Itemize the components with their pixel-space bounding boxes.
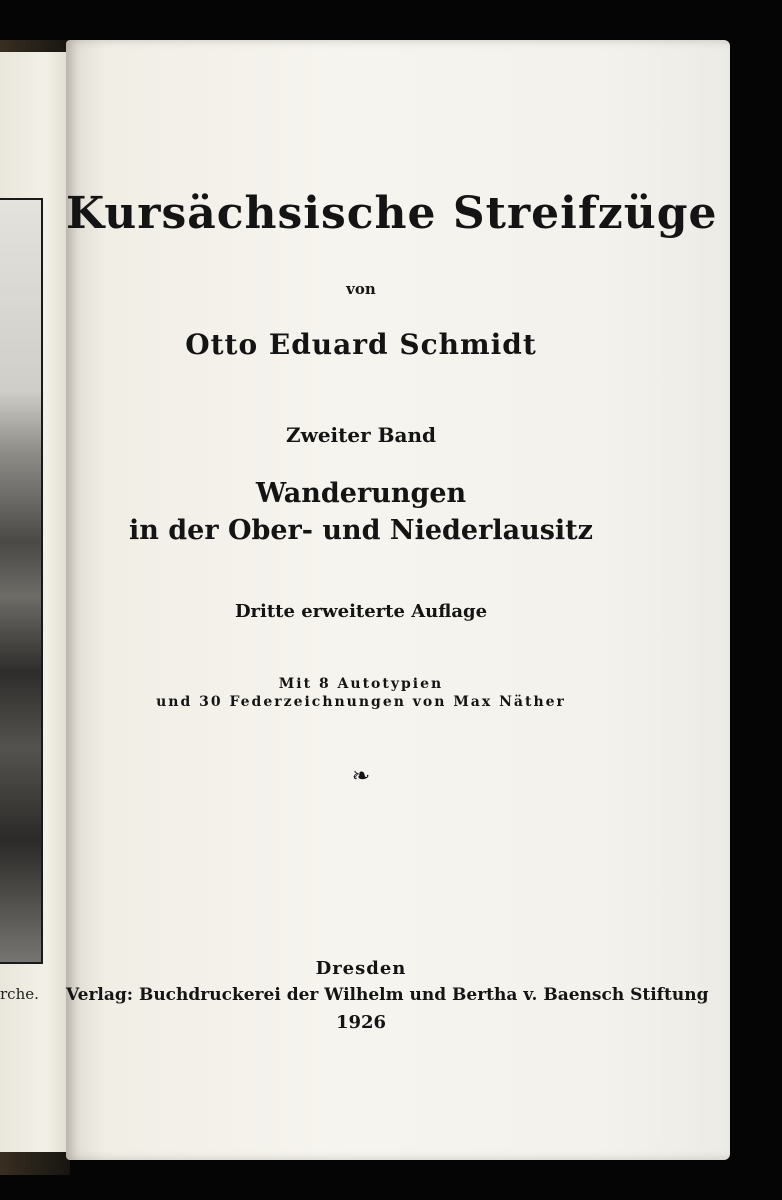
publication-place: Dresden xyxy=(315,958,407,979)
book-title: Kursächsische Streifzüge xyxy=(66,188,718,239)
ornament-icon: ❧ xyxy=(351,764,371,789)
by-line: von xyxy=(346,280,376,298)
illustrations-line-2: und 30 Federzeichnungen von Max Näther xyxy=(156,694,566,710)
publisher-line: Verlag: Buchdruckerei der Wilhelm und Bertha v. Baensch Stiftung xyxy=(66,985,709,1005)
photo-plate xyxy=(0,198,43,964)
edition-label: Dritte erweiterte Auflage xyxy=(234,601,488,622)
publication-year: 1926 xyxy=(335,1012,387,1033)
subtitle-line-2: in der Ober- und Niederlausitz xyxy=(129,515,593,546)
plate-caption: rche. xyxy=(0,985,39,1003)
volume-label: Zweiter Band xyxy=(286,423,436,447)
subtitle-line-1: Wanderungen xyxy=(255,478,467,509)
author-name: Otto Eduard Schmidt xyxy=(185,328,537,361)
illustrations-line-1: Mit 8 Autotypien xyxy=(278,676,444,692)
